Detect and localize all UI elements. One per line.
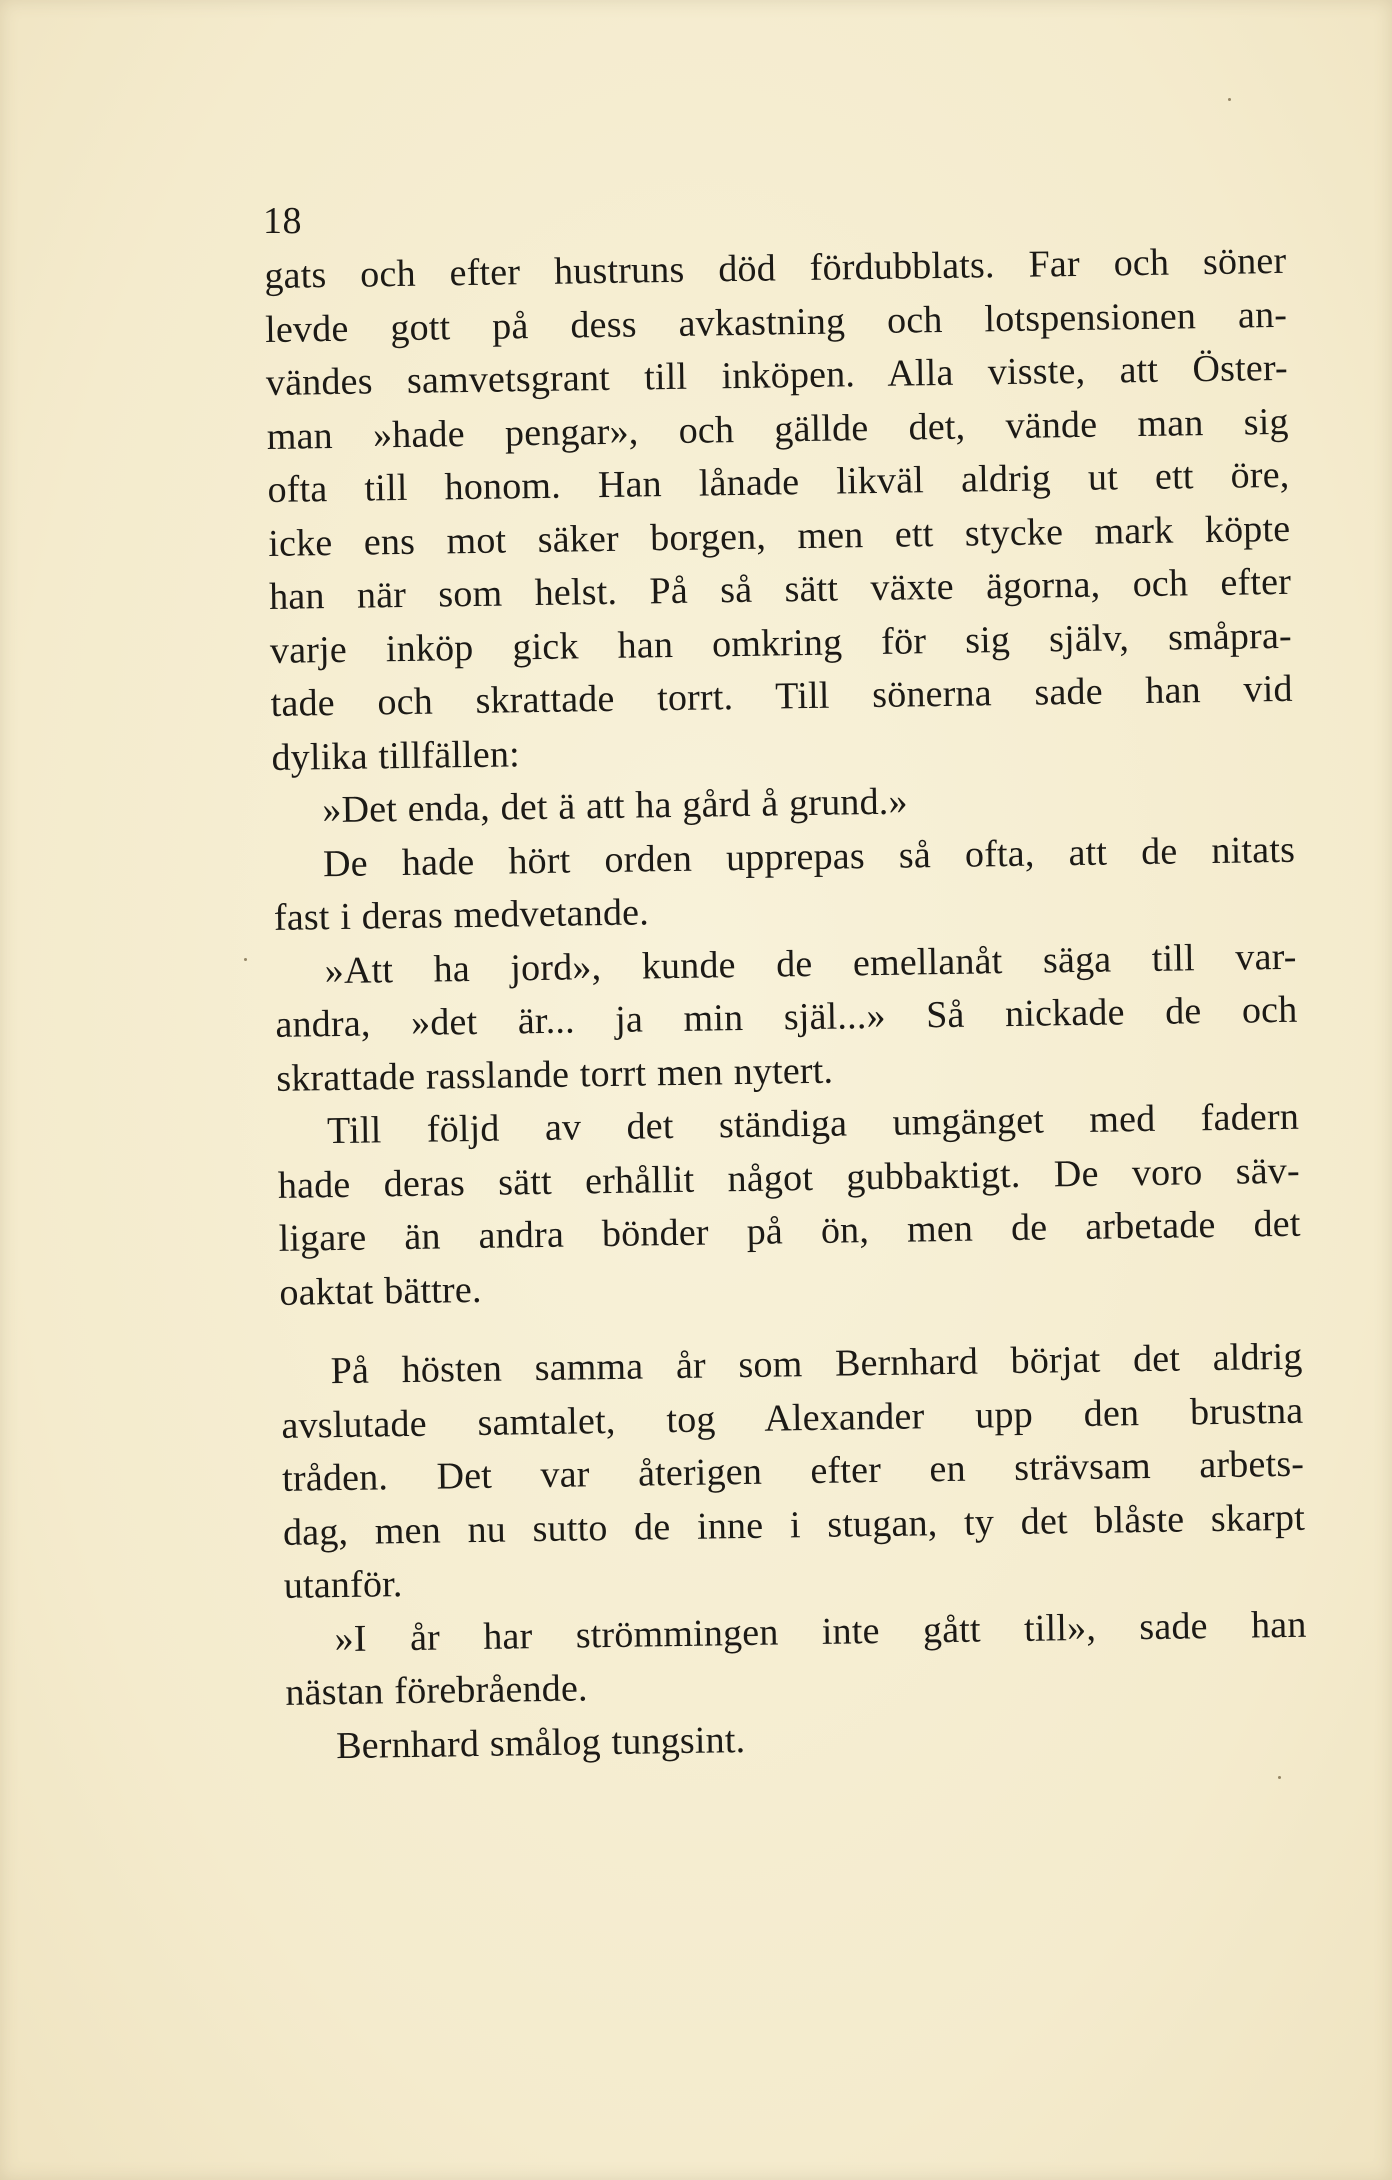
text-line: Bernhard smålog tungsint. [335, 1718, 746, 1767]
text-line: vändes samvetsgrant till inköpen. Alla visste, att Öster- [265, 346, 1289, 404]
page-number: 18 [263, 200, 302, 242]
paper-speck [1278, 1776, 1281, 1779]
text-line: levde gott på dess avkastning och lotspensionen an- [264, 293, 1288, 351]
text-line: gats och efter hustruns död fördubblats. Far och söner [264, 239, 1287, 297]
text-line: man »hade pengar», och gällde det, vände man sig [266, 400, 1289, 458]
text-line: dylika tillfällen: [271, 732, 521, 779]
text-line: varje inköp gick han omkring för sig själv, småpra- [269, 614, 1293, 672]
text-line: han när som helst. På så sätt växte ägorna, och efter [268, 560, 1292, 618]
text-line: tråden. Det var återigen efter en strävsam arbets- [281, 1442, 1305, 1500]
text-line: »I år har strömmingen inte gått till», sade han [334, 1603, 1307, 1660]
text-line: oaktat bättre. [279, 1268, 482, 1314]
text-line: »Det enda, det ä att ha gård å grund.» [322, 780, 908, 832]
text-line: De hade hört orden upprepas så ofta, att de nitats [322, 828, 1296, 885]
text-line: ligare än andra bönder på ön, men de arbetade det [278, 1202, 1301, 1260]
text-line: ofta till honom. Han lånade likväl aldrig ut ett öre, [267, 453, 1290, 511]
text-line: icke ens mot säker borgen, men ett stycke mark köpte [268, 507, 1291, 565]
text-line: Till följd av det ständiga umgänget med fadern [326, 1095, 1300, 1153]
text-line: fast i deras medvetande. [273, 891, 650, 939]
text-line: nästan förebrående. [285, 1667, 588, 1714]
text-line: hade deras sätt erhållit något gubbaktigt. De voro säv- [277, 1149, 1301, 1207]
text-line: utanför. [283, 1563, 403, 1607]
paper-speck [1228, 98, 1231, 101]
text-line: tade och skrattade torrt. Till sönerna sade han vid [270, 667, 1293, 725]
body-text [264, 235, 1308, 1774]
paper-speck [244, 958, 247, 961]
text-line: På hösten samma år som Bernhard börjat det aldrig [330, 1335, 1303, 1393]
text-line: skrattade rasslande torrt men nytert. [275, 1049, 834, 1100]
text-line: avslutade samtalet, tog Alexander upp den brustna [281, 1389, 1304, 1447]
text-line: »Att ha jord», kunde de emellanåt säga till var- [324, 935, 1297, 992]
text-line: dag, men nu sutto de inne i stugan, ty det blåste skarpt [282, 1496, 1306, 1554]
text-line: andra, »det är... ja min själ...» Så nickade de och [275, 988, 1298, 1046]
